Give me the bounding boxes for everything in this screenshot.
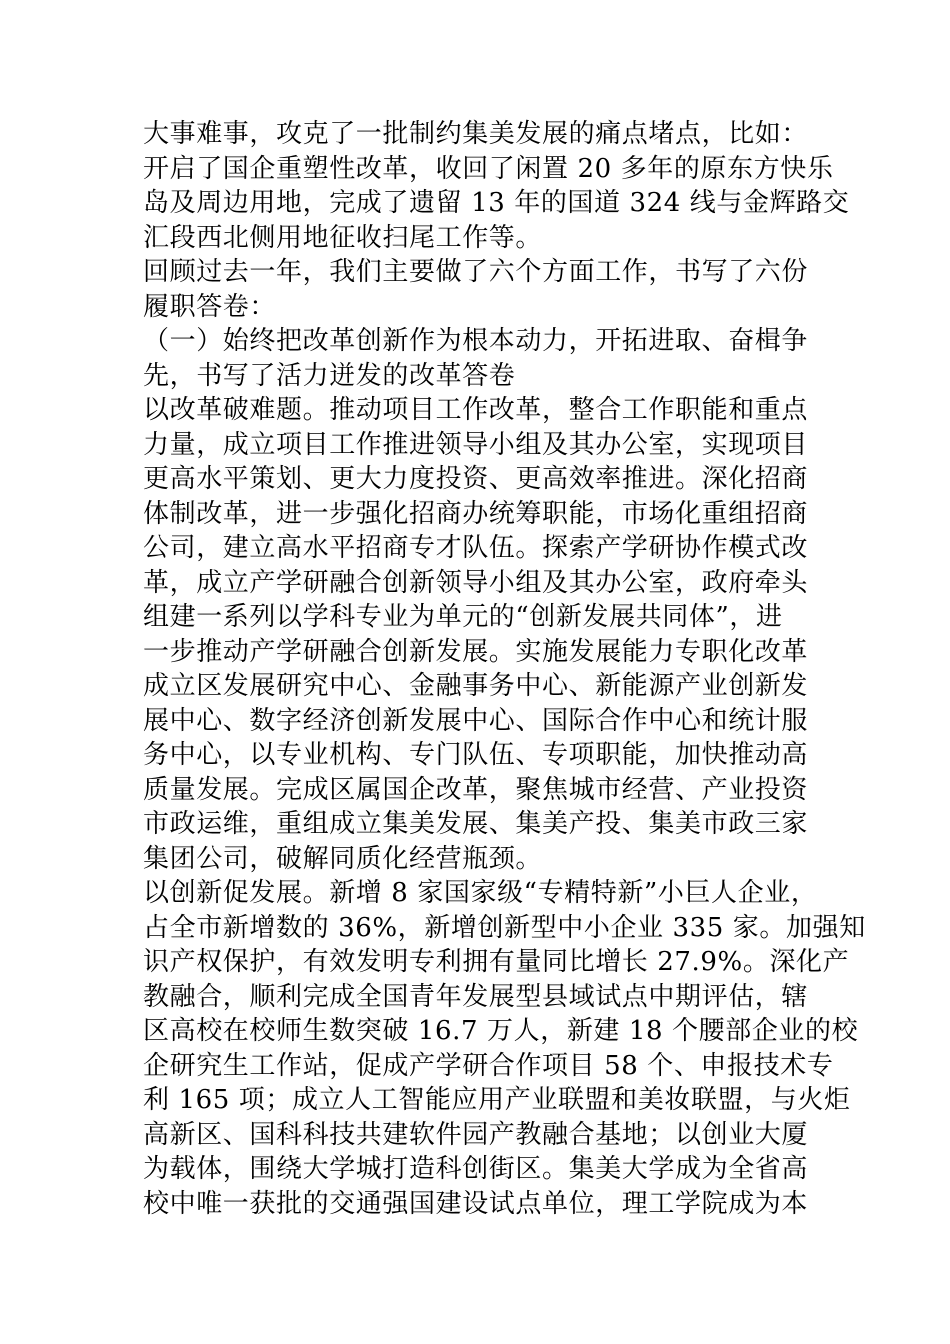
text-line: 开启了国企重塑性改革，收回了闲置 20 多年的原东方快乐	[143, 153, 834, 184]
section-heading-line: （一）始终把改革创新作为根本动力，开拓进取、奋楫争	[143, 326, 809, 356]
text-line: 力量，成立项目工作推进领导小组及其办公室，实现项目	[143, 429, 809, 460]
text-line: 成立区发展研究中心、金融事务中心、新能源产业创新发	[143, 671, 809, 701]
text-line: 更高水平策划、更大力度投资、更高效率推进。深化招商	[143, 464, 809, 494]
text-line: 区高校在校师生数突破 16.7 万人，新建 18 个腰部企业的校	[143, 1016, 859, 1046]
text-line: 大事难事，攻克了一批制约集美发展的痛点堵点，比如：	[143, 119, 809, 149]
text-line: 质量发展。完成区属国企改革，聚焦城市经营、产业投资	[143, 774, 809, 805]
text-line: 岛及周边用地，完成了遗留 13 年的国道 324 线与金辉路交	[143, 188, 850, 218]
text-line: 体制改革，进一步强化招商办统筹职能，市场化重组招商	[143, 498, 809, 529]
text-line: 汇段西北侧用地征收扫尾工作等。	[143, 222, 543, 253]
text-line: 识产权保护，有效发明专利拥有量同比增长 27.9%。深化产	[143, 947, 850, 977]
section-heading-line: 先，书写了活力迸发的改革答卷	[143, 360, 516, 391]
text-line: 革，成立产学研融合创新领导小组及其办公室，政府牵头	[143, 567, 809, 598]
text-line: 一步推动产学研融合创新发展。实施发展能力专职化改革	[143, 636, 809, 667]
document-body	[143, 117, 866, 1221]
text-line: 企研究生工作站，促成产学研合作项目 58 个、申报技术专	[143, 1050, 834, 1081]
text-line: 集团公司，破解同质化经营瓶颈。	[143, 843, 543, 874]
text-line: 以创新促发展。新增 8 家国家级“专精特新”小巨人企业，	[143, 878, 818, 908]
text-line: 校中唯一获批的交通强国建设试点单位，理工学院成为本	[143, 1188, 809, 1219]
text-line: 回顾过去一年，我们主要做了六个方面工作，书写了六份	[143, 257, 809, 287]
text-line: 占全市新增数的 36%，新增创新型中小企业 335 家。加强知	[143, 912, 866, 943]
text-line: 务中心，以专业机构、专门队伍、专项职能，加快推动高	[143, 740, 809, 770]
text-line: 市政运维，重组成立集美发展、集美产投、集美市政三家	[143, 809, 809, 839]
text-line: 利 165 项；成立人工智能应用产业联盟和美妆联盟，与火炬	[143, 1085, 851, 1115]
text-line: 高新区、国科科技共建软件园产教融合基地；以创业大厦	[143, 1119, 809, 1150]
text-line: 教融合，顺利完成全国青年发展型县域试点中期评估，辖	[143, 981, 809, 1012]
text-line: 为载体，围绕大学城打造科创街区。集美大学成为全省高	[143, 1154, 809, 1184]
text-line: 展中心、数字经济创新发展中心、国际合作中心和统计服	[143, 705, 809, 736]
text-line: 以改革破难题。推动项目工作改革，整合工作职能和重点	[143, 395, 809, 425]
text-line: 履职答卷：	[143, 291, 277, 322]
text-line: 公司，建立高水平招商专才队伍。探索产学研协作模式改	[143, 533, 809, 563]
text-line: 组建一系列以学科专业为单元的“创新发展共同体”，进	[143, 602, 783, 632]
